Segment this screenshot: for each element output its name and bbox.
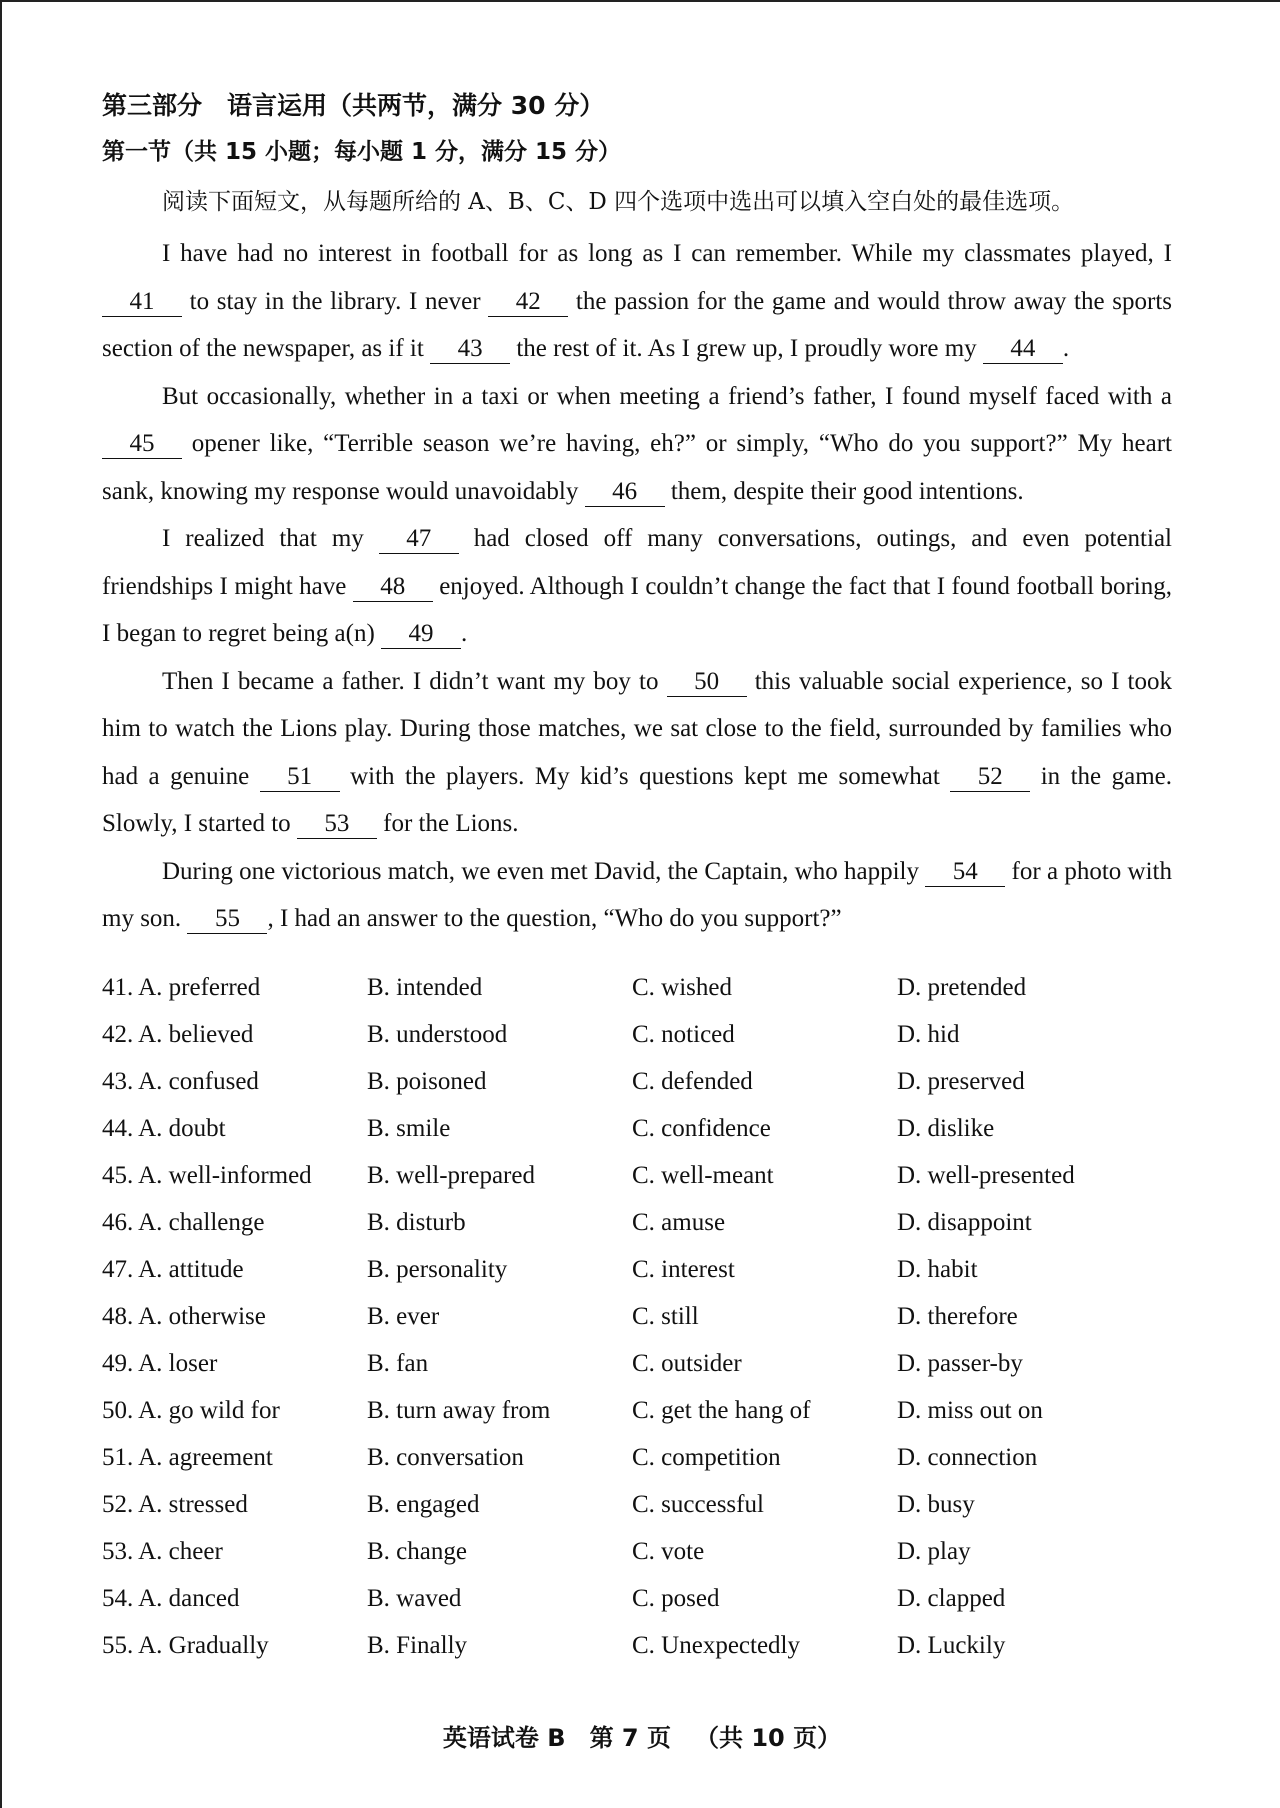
option-row-54 — [102, 1576, 1172, 1623]
blank-55: 55 — [187, 905, 267, 934]
option-d: D. clapped — [897, 1585, 1006, 1612]
option-d: D. preserved — [897, 1068, 1025, 1095]
passage-text: this valuable social experience, so I took him to watch the Lions play. During those matches, we sat close to the field, surrounded by families who had a genuine — [102, 667, 1172, 790]
option-a: 55. A. Gradually — [102, 1632, 269, 1659]
option-d: D. therefore — [897, 1303, 1018, 1330]
option-c: C. amuse — [632, 1209, 726, 1236]
paragraph-4 — [102, 658, 1172, 848]
paragraph-1 — [102, 230, 1172, 373]
option-d: D. passer-by — [897, 1350, 1023, 1377]
passage-text: But occasionally, whether in a taxi or when meeting a friend’s father, I found myself faced with a — [162, 382, 1172, 410]
paragraph-2 — [102, 373, 1172, 516]
option-a: 44. A. doubt — [102, 1115, 226, 1142]
option-c: C. Unexpectedly — [632, 1632, 801, 1659]
page-content — [102, 84, 1172, 1670]
option-row-52 — [102, 1482, 1172, 1529]
option-b: B. disturb — [367, 1209, 466, 1236]
blank-46: 46 — [585, 478, 665, 507]
option-a: 54. A. danced — [102, 1585, 240, 1612]
option-a: 48. A. otherwise — [102, 1303, 266, 1330]
blank-42: 42 — [488, 288, 568, 317]
option-a: 41. A. preferred — [102, 974, 261, 1001]
option-b: B. change — [367, 1538, 467, 1565]
section-title: 第三部分 语言运用（共两节，满分 30 分） — [102, 91, 605, 120]
option-row-47 — [102, 1247, 1172, 1294]
passage-text: . — [461, 620, 468, 647]
option-d: D. habit — [897, 1256, 978, 1283]
passage-text: , I had an answer to the question, “Who do you support?” — [267, 905, 842, 932]
passage-text: in the game. Slowly, I started to — [102, 762, 1172, 837]
paragraph-3 — [102, 515, 1172, 658]
option-b: B. personality — [367, 1256, 508, 1283]
option-d: D. pretended — [897, 974, 1027, 1001]
passage-text: for the Lions. — [376, 810, 519, 837]
option-c: C. successful — [632, 1491, 764, 1518]
option-row-46 — [102, 1200, 1172, 1247]
blank-48: 48 — [353, 573, 433, 602]
passage — [102, 230, 1172, 943]
option-a: 43. A. confused — [102, 1068, 259, 1095]
option-d: D. Luckily — [897, 1632, 1006, 1659]
footer-subject: 英语试卷 B — [442, 1724, 566, 1752]
option-d: D. dislike — [897, 1115, 995, 1142]
paragraph-5 — [102, 848, 1172, 943]
blank-45: 45 — [102, 430, 182, 459]
passage-text: . — [1062, 335, 1070, 362]
blank-41: 41 — [102, 288, 182, 317]
option-b: B. waved — [367, 1585, 462, 1612]
option-b: B. turn away from — [367, 1397, 551, 1424]
option-c: C. interest — [632, 1256, 735, 1283]
option-row-53 — [102, 1529, 1172, 1576]
footer-total-pages: （共 10 页） — [694, 1724, 842, 1752]
option-a: 53. A. cheer — [102, 1538, 223, 1565]
option-b: B. conversation — [367, 1444, 524, 1471]
passage-text: I have had no interest in football for as long as I can remember. While my classmates played, I — [162, 240, 1172, 267]
passage-text: I realized that my — [162, 525, 379, 552]
passage-text: enjoyed. Although I couldn’t change the fact that I found football boring, I began to regret being a(n) — [102, 572, 1172, 647]
option-c: C. get the hang of — [632, 1397, 811, 1424]
option-b: B. Finally — [367, 1632, 468, 1659]
option-a: 45. A. well-informed — [102, 1162, 312, 1189]
option-d: D. play — [897, 1538, 971, 1565]
blank-54: 54 — [925, 858, 1005, 887]
option-c: C. defended — [632, 1068, 753, 1095]
option-c: C. well-meant — [632, 1162, 774, 1189]
option-c: C. still — [632, 1303, 699, 1330]
passage-text: During one victorious match, we even met David, the Captain, who happily — [162, 857, 926, 885]
option-c: C. posed — [632, 1585, 720, 1612]
option-row-48 — [102, 1294, 1172, 1341]
blank-50: 50 — [667, 668, 747, 697]
option-b: B. well-prepared — [367, 1162, 535, 1189]
passage-text: the rest of it. As I grew up, I proudly wore my — [510, 335, 983, 362]
option-b: B. ever — [367, 1303, 440, 1330]
passage-text: had closed off many conversations, outings, and even potential friendships I might have — [102, 525, 1172, 600]
instruction-text: 阅读下面短文，从每题所给的 A、B、C、D 四个选项中选出可以填入空白处的最佳选项。 — [162, 189, 1075, 215]
option-row-43 — [102, 1059, 1172, 1106]
option-row-55 — [102, 1623, 1172, 1670]
option-b: B. intended — [367, 974, 483, 1001]
option-a: 49. A. loser — [102, 1350, 218, 1377]
passage-text: the passion for the game and would throw away the sports section of the newspaper, as if it — [102, 287, 1172, 362]
option-d: D. hid — [897, 1021, 960, 1048]
option-row-49 — [102, 1341, 1172, 1388]
passage-text: to stay in the library. I never — [182, 287, 489, 315]
blank-44: 44 — [983, 335, 1063, 364]
blank-53: 53 — [297, 810, 377, 839]
option-row-42 — [102, 1012, 1172, 1059]
option-a: 46. A. challenge — [102, 1209, 265, 1236]
option-b: B. understood — [367, 1021, 508, 1048]
option-row-45 — [102, 1153, 1172, 1200]
option-c: C. wished — [632, 974, 732, 1001]
option-d: D. well-presented — [897, 1162, 1075, 1189]
option-c: C. vote — [632, 1538, 705, 1565]
blank-51: 51 — [260, 763, 340, 792]
blank-49: 49 — [381, 620, 461, 649]
option-b: B. engaged — [367, 1491, 480, 1518]
passage-text: with the players. My kid’s questions kept me somewhat — [339, 762, 951, 790]
option-row-44 — [102, 1106, 1172, 1153]
footer-page-number: 第 7 页 — [589, 1724, 671, 1752]
blank-43: 43 — [430, 335, 510, 364]
option-a: 42. A. believed — [102, 1021, 254, 1048]
option-a: 52. A. stressed — [102, 1491, 248, 1518]
blank-52: 52 — [950, 763, 1030, 792]
option-b: B. poisoned — [367, 1068, 487, 1095]
option-d: D. disappoint — [897, 1209, 1032, 1236]
option-d: D. busy — [897, 1491, 975, 1518]
option-c: C. confidence — [632, 1115, 771, 1142]
option-c: C. noticed — [632, 1021, 735, 1048]
passage-text: them, despite their good intentions. — [664, 477, 1024, 505]
option-a: 47. A. attitude — [102, 1256, 244, 1283]
passage-text: opener like, “Terrible season we’re having, eh?” or simply, “Who do you support?” My heart sank, knowing my response would unavoidably — [102, 430, 1172, 505]
option-a: 51. A. agreement — [102, 1444, 273, 1471]
option-c: C. outsider — [632, 1350, 742, 1377]
option-b: B. fan — [367, 1350, 429, 1377]
option-b: B. smile — [367, 1115, 451, 1142]
option-a: 50. A. go wild for — [102, 1397, 280, 1424]
blank-47: 47 — [379, 525, 459, 554]
option-d: D. miss out on — [897, 1397, 1043, 1424]
option-c: C. competition — [632, 1444, 781, 1471]
option-d: D. connection — [897, 1444, 1038, 1471]
options-list — [102, 965, 1172, 1670]
option-row-51 — [102, 1435, 1172, 1482]
option-row-41 — [102, 965, 1172, 1012]
page-footer — [2, 1718, 1280, 1753]
passage-text: for a photo with my son. — [102, 857, 1173, 932]
subsection-title: 第一节（共 15 小题；每小题 1 分，满分 15 分） — [102, 139, 622, 165]
passage-text: Then I became a father. I didn’t want my boy to — [162, 667, 667, 695]
option-row-50 — [102, 1388, 1172, 1435]
